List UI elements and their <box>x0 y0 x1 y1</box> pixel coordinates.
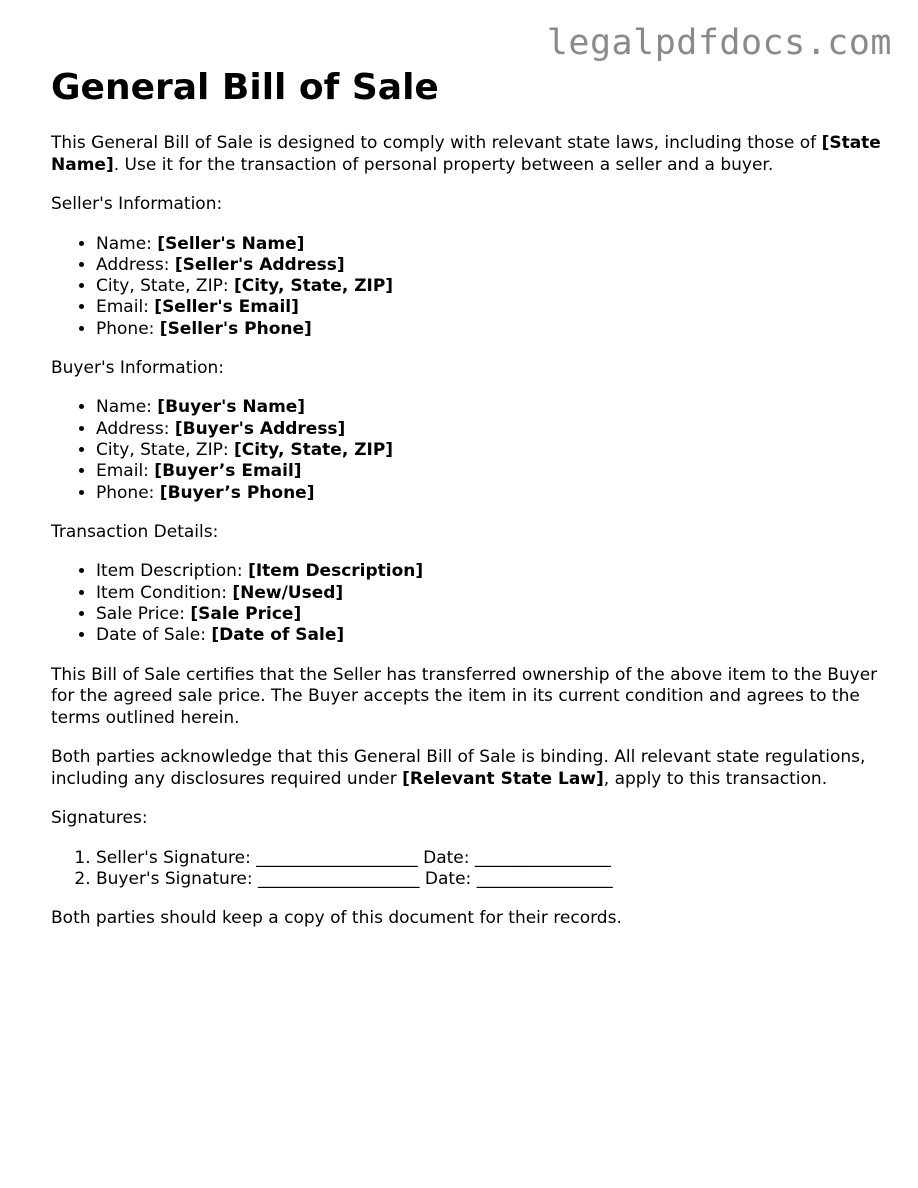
document-page <box>51 66 881 930</box>
field-label: Phone: <box>96 482 160 503</box>
watermark: legalpdfdocs.com <box>546 23 892 63</box>
list-item <box>96 234 881 255</box>
acknowledgment-paragraph <box>51 747 881 790</box>
field-placeholder: [Seller's Phone] <box>159 318 312 339</box>
transaction-details-list <box>51 561 881 646</box>
signatures-heading: Signatures: <box>51 808 148 829</box>
list-item <box>96 625 881 646</box>
buyer-info-heading: Buyer's Information: <box>51 357 225 378</box>
field-label: Item Description: <box>96 561 249 582</box>
field-label: Name: <box>96 397 158 418</box>
field-label: Email: <box>96 297 155 318</box>
field-placeholder: [Date of Sale] <box>211 625 345 646</box>
field-label: City, State, ZIP: <box>96 440 234 461</box>
list-item <box>96 461 881 482</box>
document-title: General Bill of Sale <box>51 67 439 108</box>
list-item <box>96 561 881 582</box>
field-label: Name: <box>96 233 158 254</box>
seller-info-heading: Seller's Information: <box>51 194 223 214</box>
acknowledgment-text-after: , apply to this transaction. <box>603 768 828 789</box>
field-placeholder: [Seller's Email] <box>154 297 299 318</box>
seller-info-list <box>51 234 881 340</box>
field-placeholder: [City, State, ZIP] <box>233 276 394 297</box>
list-item <box>96 297 881 318</box>
field-label: Item Condition: <box>96 582 233 603</box>
field-placeholder: [Seller's Address] <box>174 254 345 275</box>
list-item <box>96 319 881 340</box>
field-label: Sale Price: <box>96 604 191 625</box>
buyer-info-list <box>51 397 881 503</box>
field-label: Phone: <box>96 318 160 339</box>
relevant-state-law-placeholder: [Relevant State Law] <box>402 768 604 789</box>
closing-paragraph: Both parties should keep a copy of this document for their records. <box>51 908 622 929</box>
field-placeholder: [Sale Price] <box>190 604 302 625</box>
list-item <box>96 276 881 297</box>
field-placeholder: [Buyer's Address] <box>174 418 346 439</box>
field-label: City, State, ZIP: <box>96 276 234 297</box>
field-placeholder: [Buyer's Name] <box>157 397 306 418</box>
seller-signature-line: 1. Seller's Signature: ___________________ Date: ________________ <box>96 848 881 869</box>
field-placeholder: [New/Used] <box>232 582 344 603</box>
acknowledgment-text-before: Both parties acknowledge that this General Bill of Sale is binding. All relevant state regulations, including any disclosures required under <box>51 747 866 789</box>
field-placeholder: [Item Description] <box>248 561 424 582</box>
intro-paragraph <box>51 133 881 176</box>
field-label: Address: <box>96 418 175 439</box>
state-name-placeholder: [State Name] <box>51 133 881 175</box>
intro-text-after: . Use it for the transaction of personal property between a seller and a buyer. <box>113 154 774 175</box>
field-label: Date of Sale: <box>96 625 212 646</box>
list-item <box>96 583 881 604</box>
list-item <box>96 397 881 418</box>
buyer-signature-line: 2. Buyer's Signature: ___________________ Date: ________________ <box>96 869 881 890</box>
list-item <box>96 440 881 461</box>
field-placeholder: [Buyer’s Phone] <box>159 482 315 503</box>
list-item <box>96 255 881 276</box>
intro-text-before: This General Bill of Sale is designed to comply with relevant state laws, including those of <box>51 133 822 153</box>
transaction-details-heading: Transaction Details: <box>51 521 219 542</box>
field-placeholder: [City, State, ZIP] <box>233 440 394 461</box>
list-item <box>96 419 881 440</box>
list-item <box>96 604 881 625</box>
field-label: Email: <box>96 461 155 482</box>
field-placeholder: [Seller's Name] <box>157 233 305 254</box>
field-label: Address: <box>96 254 175 275</box>
certification-paragraph: This Bill of Sale certifies that the Seller has transferred ownership of the above item to the Buyer for the agreed sale price. The Buyer accepts the item in its current condition and agrees to the terms outlined herein. <box>51 664 878 728</box>
field-placeholder: [Buyer’s Email] <box>154 461 302 482</box>
signatures-list <box>51 848 881 891</box>
list-item <box>96 483 881 504</box>
